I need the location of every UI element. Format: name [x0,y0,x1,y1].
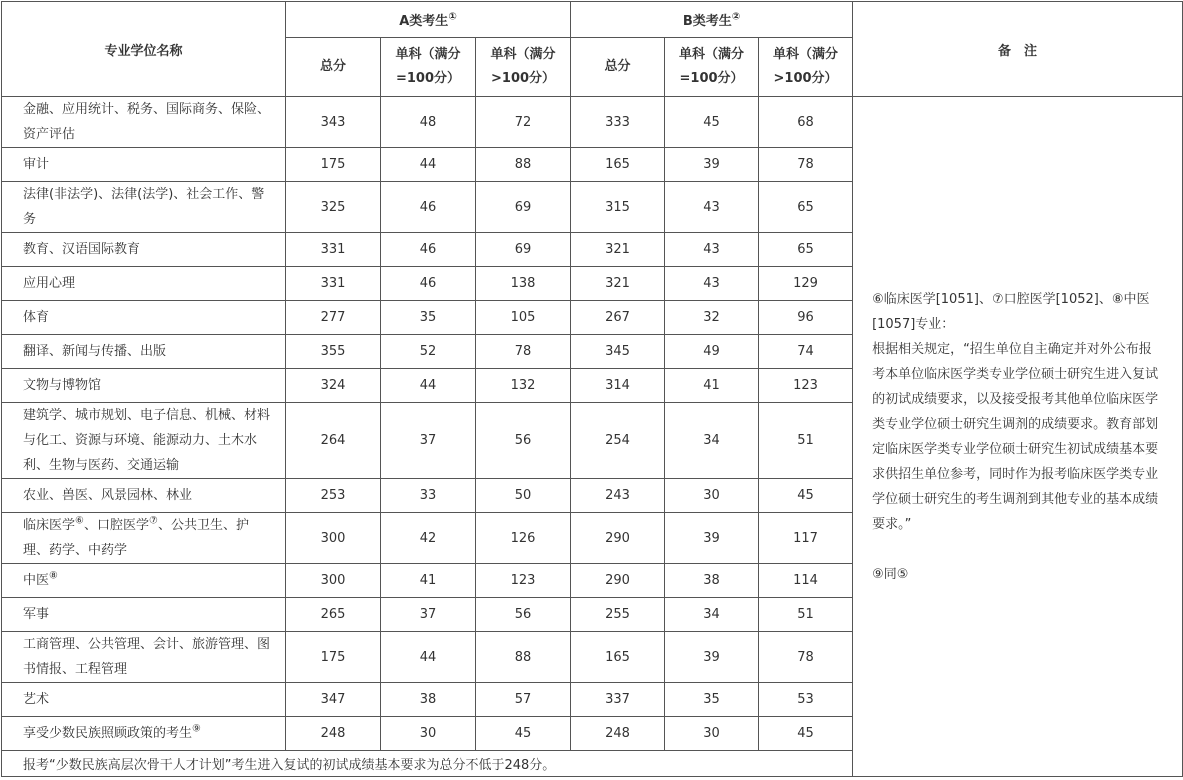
header-a-single-gt100: 单科（满分>100分） [476,38,571,97]
major-name [2,148,286,182]
score-b-total: 314 [571,369,665,403]
score-a-total: 347 [286,683,381,717]
score-b-total: 248 [571,717,665,751]
score-b-single-eq100: 43 [665,267,759,301]
score-b-single-eq100: 34 [665,403,759,479]
score-b-single-eq100: 41 [665,369,759,403]
score-a-single-gt100: 78 [476,335,571,369]
score-b-total: 267 [571,301,665,335]
score-b-single-gt100: 78 [759,632,853,683]
major-name-text: 文物与博物馆 [23,378,102,393]
major-name-text: 工商管理、公共管理、会计、旅游管理、图书情报、工程管理 [23,637,271,677]
major-name-text: 中医 [23,573,50,588]
score-a-total: 355 [286,335,381,369]
score-b-single-eq100: 38 [665,564,759,598]
score-a-total: 175 [286,148,381,182]
score-b-single-eq100: 32 [665,301,759,335]
score-b-single-eq100: 45 [665,97,759,148]
major-name [2,598,286,632]
major-name-text: 农业、兽医、风景园林、林业 [23,488,193,503]
score-a-single-gt100: 72 [476,97,571,148]
score-b-single-eq100: 39 [665,148,759,182]
major-name [2,564,286,598]
major-name [2,97,286,148]
score-a-single-gt100: 132 [476,369,571,403]
score-a-single-gt100: 56 [476,403,571,479]
score-a-single-eq100: 44 [381,148,476,182]
score-b-single-gt100: 117 [759,513,853,564]
score-b-single-gt100: 65 [759,233,853,267]
footnote-mark: ② [731,11,741,23]
score-b-single-gt100: 123 [759,369,853,403]
remark-medical-title: ⑥临床医学[1051]、⑦口腔医学[1052]、⑧中医[1057]专业： [872,291,1150,332]
score-b-total: 337 [571,683,665,717]
score-a-total: 300 [286,564,381,598]
footnote-mark: ⑥ [75,515,84,527]
score-a-single-eq100: 41 [381,564,476,598]
score-a-single-eq100: 48 [381,97,476,148]
score-b-total: 165 [571,632,665,683]
major-name [2,233,286,267]
score-a-single-eq100: 30 [381,717,476,751]
score-b-single-gt100: 51 [759,403,853,479]
footnote-mark: ⑨ [192,723,201,735]
score-a-single-gt100: 138 [476,267,571,301]
header-b-single-gt100: 单科（满分>100分） [759,38,853,97]
score-b-single-eq100: 43 [665,233,759,267]
score-a-single-gt100: 88 [476,148,571,182]
major-name-text: 应用心理 [23,276,76,291]
score-a-total: 331 [286,267,381,301]
header-remark: 备 注 [853,2,1183,97]
major-name-text: 翻译、新闻与传播、出版 [23,344,167,359]
remark-medical-text: 根据相关规定，“招生单位自主确定并对外公布报考本单位临床医学类专业学位硕士研究生进入复试的初试成绩要求，以及接受报考其他单位临床医学类专业学位硕士研究生调剂的成绩要求。教育部划定临床医学类专业学位硕士研究生初试成绩基本要求供招生单位参考，同时作为报考临床医学类专业学位硕士研究生的考生调剂到其他专业的基本成绩要求。” [872,341,1159,532]
score-a-single-eq100: 44 [381,632,476,683]
table-row [2,97,1183,148]
major-name-text: 建筑学、城市规划、电子信息、机械、材料与化工、资源与环境、能源动力、土木水利、生物与医药、交通运输 [23,408,271,473]
score-a-total: 253 [286,479,381,513]
major-name-text: 审计 [23,157,50,172]
score-b-total: 345 [571,335,665,369]
score-b-single-gt100: 74 [759,335,853,369]
score-a-single-gt100: 88 [476,632,571,683]
score-a-single-gt100: 50 [476,479,571,513]
score-b-single-eq100: 35 [665,683,759,717]
score-a-single-eq100: 37 [381,598,476,632]
score-a-total: 277 [286,301,381,335]
header-name: 专业学位名称 [2,2,286,97]
score-a-total: 300 [286,513,381,564]
score-a-single-eq100: 37 [381,403,476,479]
major-name [2,683,286,717]
score-b-total: 255 [571,598,665,632]
score-a-single-gt100: 126 [476,513,571,564]
score-a-total: 248 [286,717,381,751]
score-a-total: 265 [286,598,381,632]
major-name [2,335,286,369]
remark-cell [853,97,1183,777]
score-a-single-gt100: 56 [476,598,571,632]
score-b-single-gt100: 65 [759,182,853,233]
score-a-total: 264 [286,403,381,479]
major-name [2,301,286,335]
major-name [2,513,286,564]
header-a-single-eq100: 单科（满分=100分） [381,38,476,97]
score-b-total: 315 [571,182,665,233]
score-a-single-eq100: 46 [381,267,476,301]
score-b-single-gt100: 53 [759,683,853,717]
score-b-single-eq100: 39 [665,513,759,564]
score-b-single-gt100: 78 [759,148,853,182]
score-a-total: 324 [286,369,381,403]
header-group-a: A类考生① [286,2,571,38]
score-b-single-gt100: 45 [759,479,853,513]
major-name-text: 享受少数民族照顾政策的考生 [23,726,193,741]
score-a-single-eq100: 44 [381,369,476,403]
score-b-single-gt100: 129 [759,267,853,301]
score-b-single-eq100: 30 [665,479,759,513]
header-a-total: 总分 [286,38,381,97]
score-a-single-gt100: 45 [476,717,571,751]
footnote-mark: ⑧ [49,570,58,582]
score-b-single-eq100: 43 [665,182,759,233]
major-name-text: 军事 [23,607,50,622]
score-b-single-eq100: 49 [665,335,759,369]
score-a-single-eq100: 35 [381,301,476,335]
score-b-total: 254 [571,403,665,479]
major-name [2,717,286,751]
score-a-single-gt100: 57 [476,683,571,717]
major-name-text: 、公共卫生、护理、药学、中药学 [23,518,249,558]
header-b-total: 总分 [571,38,665,97]
major-name [2,182,286,233]
footnote-mark: ① [448,11,457,23]
footnote-mark: ⑦ [149,515,158,527]
score-b-total: 243 [571,479,665,513]
score-b-single-eq100: 34 [665,598,759,632]
score-b-single-gt100: 114 [759,564,853,598]
score-b-single-gt100: 51 [759,598,853,632]
major-name [2,369,286,403]
header-b-single-eq100: 单科（满分=100分） [665,38,759,97]
score-a-single-eq100: 52 [381,335,476,369]
major-name [2,632,286,683]
header-group-b: B类考生② [571,2,853,38]
score-b-single-eq100: 39 [665,632,759,683]
score-b-total: 290 [571,564,665,598]
score-b-total: 321 [571,267,665,301]
score-a-total: 175 [286,632,381,683]
footer-note: 报考“少数民族高层次骨干人才计划”考生进入复试的初试成绩基本要求为总分不低于248分。 [2,751,853,777]
score-a-single-gt100: 105 [476,301,571,335]
major-name [2,403,286,479]
score-b-single-gt100: 45 [759,717,853,751]
score-b-total: 290 [571,513,665,564]
score-b-single-eq100: 30 [665,717,759,751]
score-a-single-eq100: 33 [381,479,476,513]
score-a-single-eq100: 46 [381,233,476,267]
major-name-text: 临床医学 [23,518,76,533]
remark-minority-note: ⑨同⑤ [872,566,909,582]
major-name-text: 教育、汉语国际教育 [23,242,141,257]
major-name [2,267,286,301]
major-name-text: 体育 [23,310,50,325]
score-a-total: 331 [286,233,381,267]
score-b-single-gt100: 68 [759,97,853,148]
score-table [1,1,1183,777]
major-name-text: 、口腔医学 [83,518,149,533]
major-name-text: 法律(非法学)、法律(法学)、社会工作、警务 [23,187,265,227]
score-b-total: 165 [571,148,665,182]
score-a-single-gt100: 69 [476,182,571,233]
score-a-single-gt100: 69 [476,233,571,267]
major-name-text: 金融、应用统计、税务、国际商务、保险、资产评估 [23,102,271,142]
major-name [2,479,286,513]
score-a-total: 343 [286,97,381,148]
score-a-single-eq100: 38 [381,683,476,717]
score-a-single-eq100: 46 [381,182,476,233]
major-name-text: 艺术 [23,692,50,707]
score-a-single-gt100: 123 [476,564,571,598]
score-b-single-gt100: 96 [759,301,853,335]
score-b-total: 321 [571,233,665,267]
score-a-single-eq100: 42 [381,513,476,564]
score-b-total: 333 [571,97,665,148]
score-a-total: 325 [286,182,381,233]
